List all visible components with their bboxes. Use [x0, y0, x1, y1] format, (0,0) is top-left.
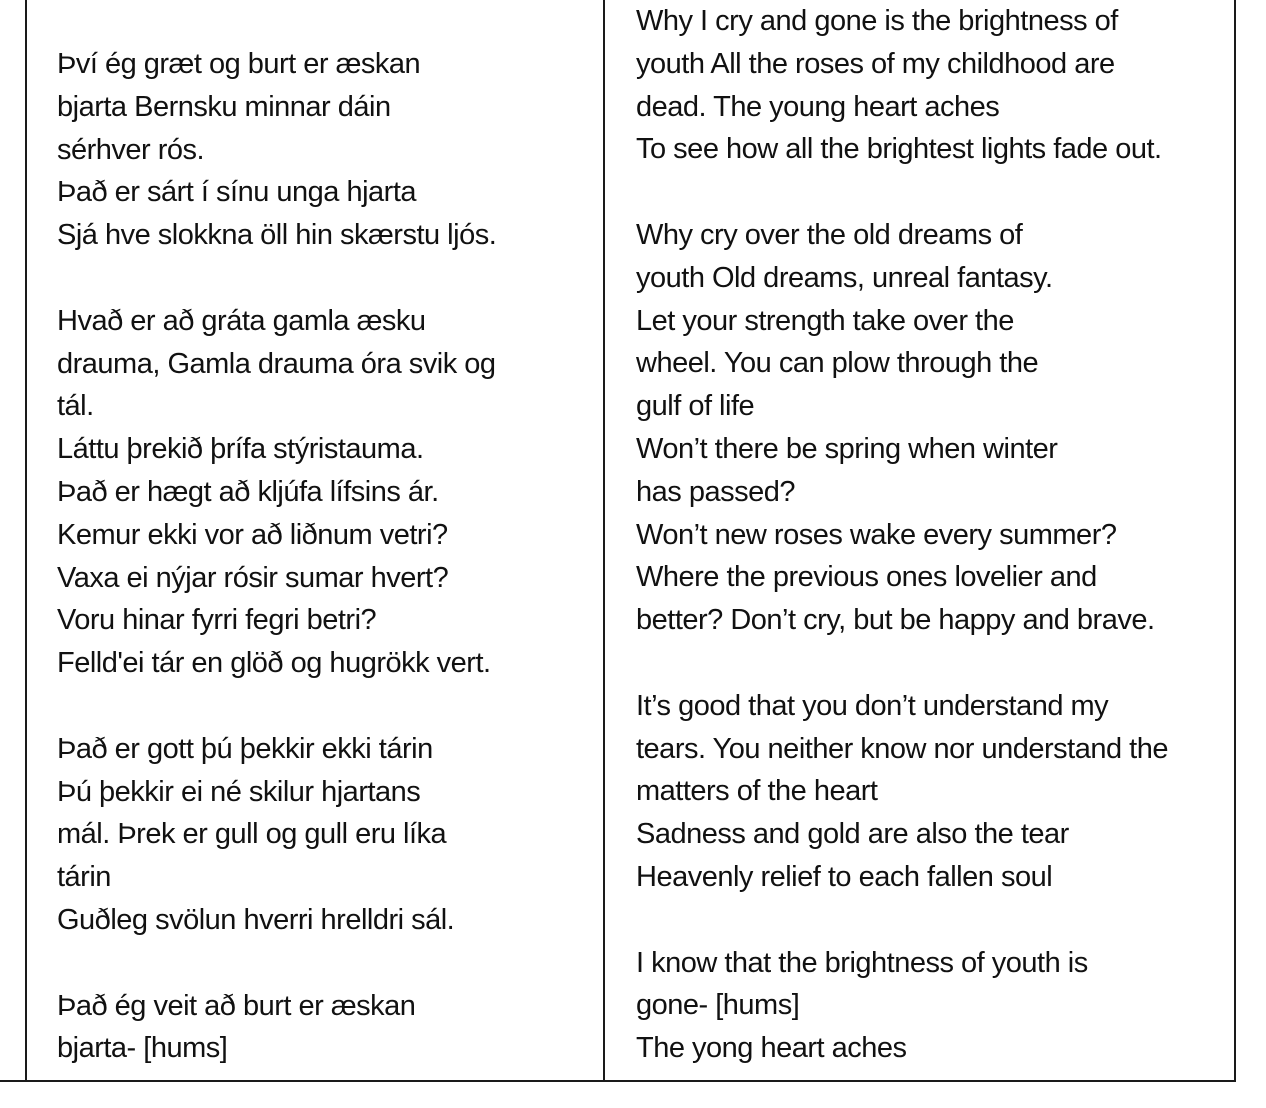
- poem-line: tál.: [57, 390, 94, 423]
- poem-line: Kemur ekki vor að liðnum vetri?: [57, 518, 448, 551]
- poem-line: Því ég græt og burt er æskan: [57, 48, 421, 80]
- stanza-gap: [57, 257, 597, 300]
- table-right-border: [1234, 0, 1236, 1082]
- poem-line: Where the previous ones lovelier and: [636, 561, 1097, 594]
- icelandic-stanza-3: [57, 728, 597, 942]
- table-left-border: [25, 0, 27, 1082]
- poem-line: youth All the roses of my childhood are: [636, 47, 1115, 80]
- poem-line: has passed?: [636, 475, 795, 508]
- poem-line: better? Don’t cry, but be happy and brave.: [636, 604, 1155, 637]
- poem-line: mál. Þrek er gull og gull eru líka: [57, 818, 447, 851]
- poem-line: Why cry over the old dreams of: [636, 218, 1023, 251]
- icelandic-stanza-4: [57, 985, 597, 1071]
- poem-line: matters of the heart: [636, 775, 878, 808]
- poem-line: wheel. You can plow through the: [636, 347, 1039, 380]
- english-stanza-2: [636, 214, 1228, 642]
- poem-line: Won’t there be spring when winter: [636, 432, 1058, 465]
- poem-line: It’s good that you don’t understand my: [636, 689, 1109, 722]
- poem-line: bjarta Bernsku minnar dáin: [57, 90, 391, 123]
- poem-line: sérhver rós.: [57, 133, 205, 166]
- poem-line: gulf of life: [636, 390, 755, 423]
- poem-line: Why I cry and gone is the brightness of: [636, 5, 1118, 37]
- stanza-gap: [636, 899, 1228, 942]
- poem-line: Það er sárt í sínu unga hjarta: [57, 176, 416, 209]
- english-column: [636, 0, 1228, 1070]
- column-divider: [603, 0, 605, 1082]
- poem-line: Láttu þrekið þrífa stýristauma.: [57, 433, 424, 466]
- poem-line: Let your strength take over the: [636, 304, 1014, 337]
- poem-line: dead. The young heart aches: [636, 90, 1000, 123]
- poem-line: Hvað er að gráta gamla æsku: [57, 304, 426, 337]
- poem-line: Sjá hve slokkna öll hin skærstu ljós.: [57, 219, 497, 252]
- icelandic-stanza-2: [57, 300, 597, 685]
- poem-line: Won’t new roses wake every summer?: [636, 518, 1117, 551]
- poem-line: To see how all the brightest lights fade out.: [636, 133, 1162, 166]
- poem-line: Sadness and gold are also the tear: [636, 818, 1069, 851]
- poem-line: I know that the brightness of youth is: [636, 946, 1088, 979]
- poem-line: youth Old dreams, unreal fantasy.: [636, 261, 1053, 294]
- poem-line: Það er hægt að kljúfa lífsins ár.: [57, 475, 439, 508]
- poem-line: The yong heart aches: [636, 1032, 907, 1065]
- stanza-gap: [636, 171, 1228, 214]
- english-stanza-1: [636, 0, 1228, 171]
- poem-line: Vaxa ei nýjar rósir sumar hvert?: [57, 561, 449, 594]
- poem-line: Felld'ei tár en glöð og hugrökk vert.: [57, 647, 491, 680]
- icelandic-column: [57, 43, 597, 1070]
- poem-line: Þú þekkir ei né skilur hjartans: [57, 775, 421, 808]
- poem-line: drauma, Gamla drauma óra svik og: [57, 347, 496, 380]
- stanza-gap: [57, 685, 597, 728]
- icelandic-stanza-1: [57, 43, 597, 257]
- poem-line: bjarta- [hums]: [57, 1032, 228, 1065]
- poem-line: Guðleg svölun hverri hrelldri sál.: [57, 903, 455, 936]
- stanza-gap: [636, 642, 1228, 685]
- poem-line: Það er gott þú þekkir ekki tárin: [57, 732, 433, 765]
- stanza-gap: [57, 942, 597, 985]
- poem-line: Það ég veit að burt er æskan: [57, 989, 416, 1022]
- poem-line: tears. You neither know nor understand the: [636, 732, 1168, 765]
- poem-line: Voru hinar fyrri fegri betri?: [57, 604, 377, 637]
- english-stanza-4: [636, 942, 1228, 1070]
- poem-line: tárin: [57, 861, 111, 894]
- table-bottom-border: [0, 1080, 1236, 1082]
- english-stanza-3: [636, 685, 1228, 899]
- poem-line: Heavenly relief to each fallen soul: [636, 860, 1053, 893]
- poem-line: gone- [hums]: [636, 989, 800, 1022]
